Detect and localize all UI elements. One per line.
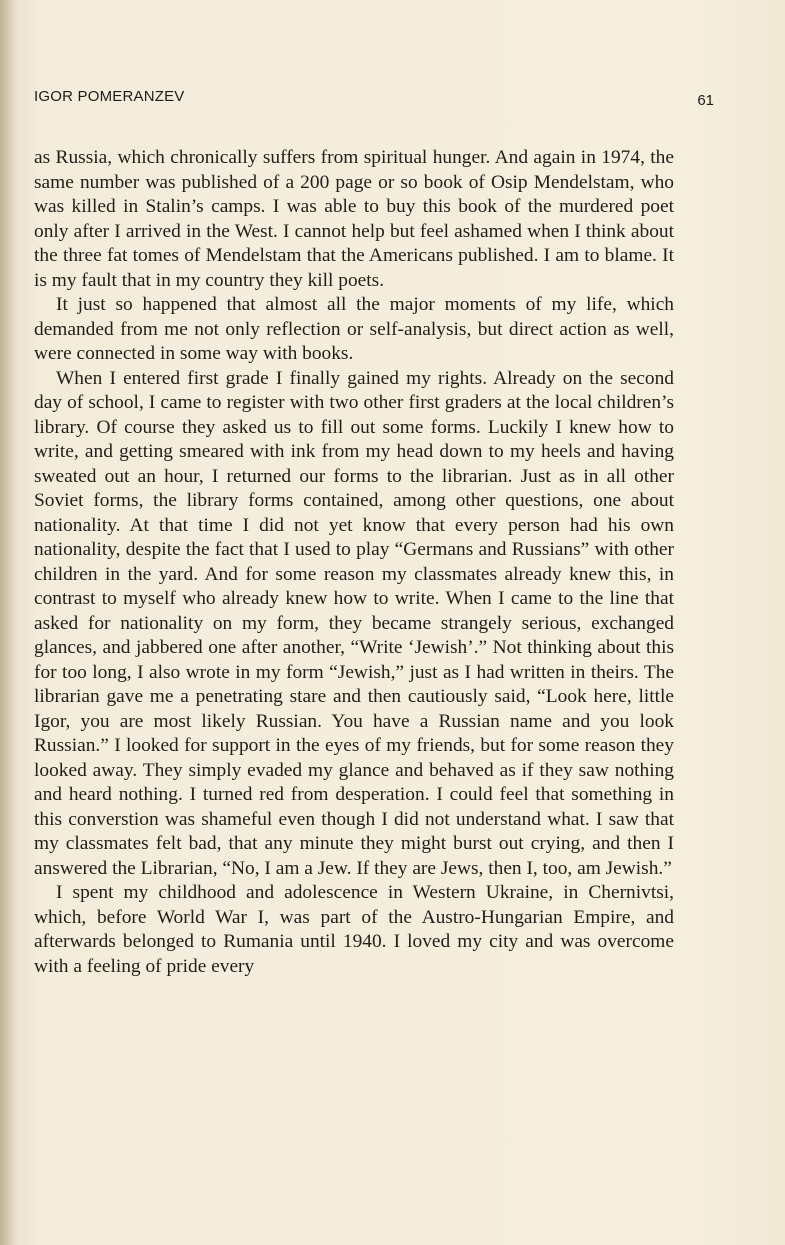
paragraph-4: I spent my childhood and adolescence in Western Ukraine, in Chernivtsi, which, before World War I, was part of the Austro-Hungarian Empire, and afterwards belonged to Rumania until 1940. I loved my city and was overcome with a feeling of pride every [34, 882, 674, 977]
body-text [34, 146, 674, 979]
paragraph-3: When I entered first grade I finally gained my rights. Already on the second day of school, I came to register with two other first graders at the local children’s library. Of course they asked us to fill out some forms. Luckily I knew how to write, and getting smeared with ink from my head down to my heels and having sweated out an hour, I returned our forms to the librarian. Just as in all other Soviet forms, the library forms contained, among other questions, one about nationality. At that time I did not yet know that every person had his own nationality, despite the fact that I used to play “Germans and Russians” with other children in the yard. And for some reason my classmates already knew this, in contrast to myself who already knew how to write. When I came to the line that asked for nationality on my form, they became strangely serious, exchanged glances, and jabbered one after another, “Write ‘Jewish’.” Not thinking about this for too long, I also wrote in my form “Jewish,” just as I had written in theirs. The librarian gave me a penetrating stare and then cautiously said, “Look here, little Igor, you are most likely Russian. You have a Russian name and you look Russian.” I looked for support in the eyes of my friends, but for some reason they looked away. They simply evaded my glance and behaved as if they saw nothing and heard nothing. I turned red from desperation. I could feel that something in this converstion was shameful even though I did not understand what. I saw that my classmates felt bad, that any minute they might burst out crying, and then I answered the Librarian, “No, I am a Jew. If they are Jews, then I, too, am Jewish.” [34, 367, 674, 879]
running-title: IGOR POMERANZEV [34, 88, 185, 105]
paragraph-2: It just so happened that almost all the major moments of my life, which demanded from me not only reflection or self-analysis, but direct action as well, were connected in some way with books. [34, 294, 674, 364]
spine-shadow [0, 0, 18, 1245]
page-number: 61 [697, 92, 714, 109]
paragraph-1: as Russia, which chronically suffers from spiritual hunger. And again in 1974, the same number was published of a 200 page or so book of Osip Mendelstam, who was killed in Stalin’s camps. I was able to buy this book of the murdered poet only after I arrived in the West. I cannot help but feel ashamed when I think about the three fat tomes of Mendelstam that the Americans published. I am to blame. It is my fault that in my country they kill poets. [34, 147, 674, 291]
running-head [34, 88, 714, 112]
